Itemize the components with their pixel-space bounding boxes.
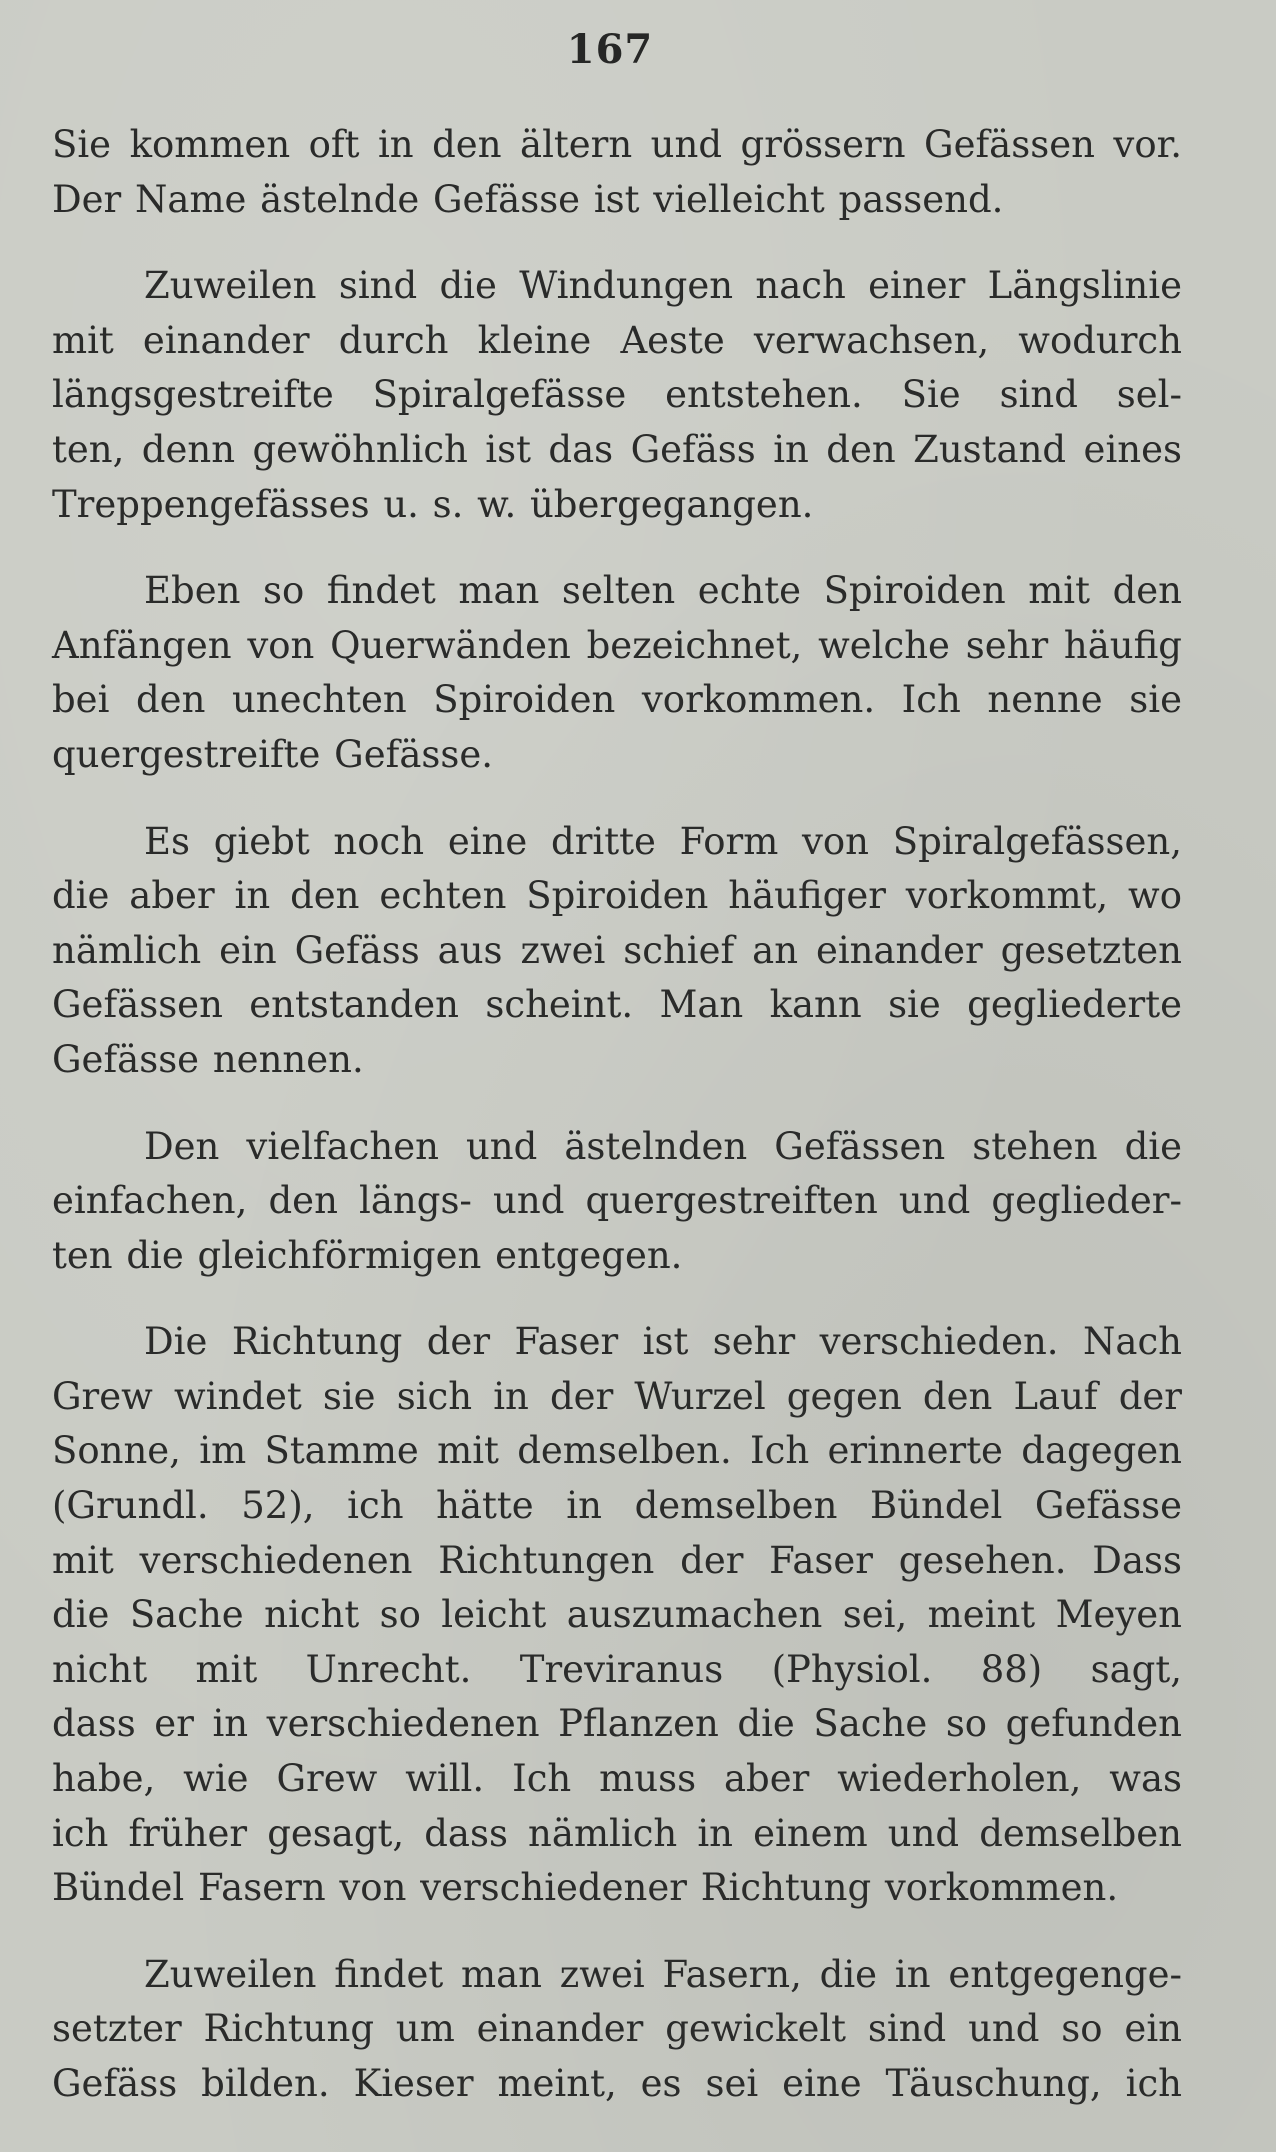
paragraph [52,564,1182,782]
paragraph [52,1948,1182,2112]
text-line: Es giebt noch eine dritte Form von Spiralgefässen, [144,819,1182,863]
text-line: nämlich ein Gefäss aus zwei schief an einander gesetzten [52,928,1182,972]
text-line: setzter Richtung um einander gewickelt sind und so ein [52,2007,1182,2051]
text-line: Eben so findet man selten echte Spiroiden mit den [144,569,1182,613]
text-line: habe, wie Grew will. Ich muss aber wiederholen, was [52,1757,1182,1801]
text-line: (Grundl. 52), ich hätte in demselben Bündel Gefässe [52,1484,1182,1528]
paragraph [52,1120,1182,1284]
text-line: einfachen, den längs- und quergestreiften und geglieder- [52,1179,1182,1223]
text-line: ten, denn gewöhnlich ist das Gefäss in den Zustand eines [52,427,1182,471]
text-line: Sie kommen oft in den ältern und grössern Gefässen vor. [52,123,1182,166]
paragraph [52,118,1182,227]
text-line: bei den unechten Spiroiden vorkommen. Ich nenne sie [52,678,1182,722]
text-line: ten die gleichförmigen entgegen. [52,1233,683,1277]
text-line: dass er in verschiedenen Pflanzen die Sache so gefunden [52,1702,1182,1746]
text-line: Der Name ästelnde Gefässe ist vielleicht passend. [52,177,1004,221]
text-line: mit verschiedenen Richtungen der Faser gesehen. Dass [52,1538,1182,1582]
text-line: ich früher gesagt, dass nämlich in einem und demselben [52,1811,1182,1855]
text-line: längsgestreifte Spiralgefässe entstehen. Sie sind sel- [52,373,1182,417]
text-line: nicht mit Unrecht. Treviranus (Physiol. 88) sagt, [52,1647,1182,1691]
text-line: Grew windet sie sich in der Wurzel gegen den Lauf der [52,1374,1182,1418]
text-line: Bündel Fasern von verschiedener Richtung vorkommen. [52,1866,1119,1910]
text-line: Zuweilen sind die Windungen nach einer Längslinie [144,264,1182,308]
text-line: die Sache nicht so leicht auszumachen sei, meint Meyen [52,1593,1182,1637]
text-line: quergestreifte Gefässe. [52,732,494,776]
text-line: Treppengefässes u. s. w. übergegangen. [52,482,814,526]
text-line: die aber in den echten Spiroiden häufiger vorkommt, wo [52,874,1182,918]
text-line: Anfängen von Querwänden bezeichnet, welche sehr häufig [52,623,1182,667]
text-line: Die Richtung der Faser ist sehr verschieden. Nach [144,1320,1182,1364]
text-line: Gefässen entstanden scheint. Man kann sie gegliederte [52,983,1182,1027]
text-line: Gefäss bilden. Kieser meint, es sei eine Täuschung, ich [52,2062,1182,2105]
text-line: Sonne, im Stamme mit demselben. Ich erinnerte dagegen [52,1429,1182,1473]
text-line: Den vielfachen und ästelnden Gefässen stehen die [144,1124,1182,1168]
paragraph [52,259,1182,532]
paragraph [52,1315,1182,1916]
text-line: mit einander durch kleine Aeste verwachsen, wodurch [52,318,1182,362]
paragraph [52,815,1182,1088]
page-number: 167 [566,26,654,73]
text-line: Gefässe nennen. [52,1037,364,1081]
text-line: Zuweilen findet man zwei Fasern, die in entgegenge- [144,1952,1182,1996]
body-text [52,118,1182,2112]
